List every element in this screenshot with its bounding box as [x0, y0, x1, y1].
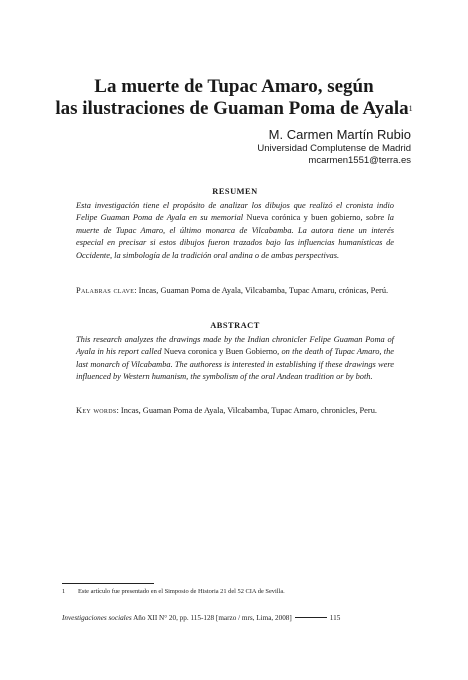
author-institution: Universidad Complutense de Madrid	[257, 143, 411, 154]
page-number: 115	[329, 614, 341, 622]
palabras-clave-section	[76, 285, 394, 298]
title-line-1: La muerte de Tupac Amaro, según	[94, 76, 374, 97]
title-footnote-mark: 1	[408, 104, 413, 113]
keywords-text	[76, 405, 394, 418]
title-line-2	[40, 98, 428, 120]
palabras-clave-label: Palabras clave	[76, 286, 135, 295]
resumen-text	[76, 200, 394, 263]
author-block	[257, 127, 411, 167]
palabras-clave-values: : Incas, Guaman Poma de Ayala, Vilcabamba, Tupac Amaru, crónicas, Perú.	[134, 286, 389, 295]
keywords-values: : Incas, Guaman Poma de Ayala, Vilcabamba, Tupac Amaro, chronicles, Peru.	[116, 406, 377, 415]
resumen-text-b: , sobre la muerte de Tupac Amaro, el último monarca de Vilcabamba. La autora tiene un interés especial en precisar si estos dibujos fueron trazados bajo las influencias humanísticas de Occidente, la simbología de la tradición oral andina o de ambas perspectivas.	[76, 213, 394, 260]
footnote-rule	[62, 583, 154, 584]
article-title	[40, 76, 428, 120]
journal-name: Investigaciones sociales	[62, 614, 132, 622]
palabras-clave-text	[76, 285, 394, 298]
abstract-work-title: Nueva coronica y Buen Gobierno	[163, 347, 278, 357]
footer-rule	[295, 617, 327, 618]
abstract-section	[76, 320, 394, 384]
resumen-text-a: Esta investigación tiene el propósito de analizar los dibujos que realizó el cronista indio Felipe Guaman Poma de Ayala en su memorial	[76, 200, 394, 223]
page-footer	[62, 613, 407, 623]
resumen-section	[76, 186, 394, 263]
author-name: M. Carmen Martín Rubio	[268, 127, 411, 142]
abstract-text	[76, 334, 394, 384]
keywords-section	[76, 405, 394, 418]
abstract-text-a: This research analyzes the drawings made by the Indian chronicler Felipe Guaman Poma of Ayala in his report called	[76, 334, 394, 357]
keywords-label: Key words	[76, 406, 117, 415]
title-line-2-text: las ilustraciones de Guaman Poma de Ayala	[55, 98, 409, 119]
journal-issue: Año XII N° 20, pp. 115-128 [marzo / mrs, Lima, 2008]	[131, 614, 292, 622]
resumen-heading: RESUMEN	[212, 187, 258, 196]
author-email: mcarmen1551@terra.es	[308, 155, 411, 166]
abstract-heading: ABSTRACT	[210, 321, 260, 330]
footnote	[62, 587, 412, 596]
footnote-number: 1	[62, 588, 66, 595]
resumen-work-title: Nueva corónica y buen gobierno	[246, 213, 361, 223]
footnote-text: Este artículo fue presentado en el Simposio de Historia 21 del 52 CIA de Sevilla.	[78, 588, 285, 595]
abstract-text-b: , on the death of Tupac Amaro, the last monarch of Vilcabamba. The authoress is interested in establishing if these drawings were influenced by Western humanism, the symbolism of the oral Andean tradition or by both.	[76, 347, 395, 382]
